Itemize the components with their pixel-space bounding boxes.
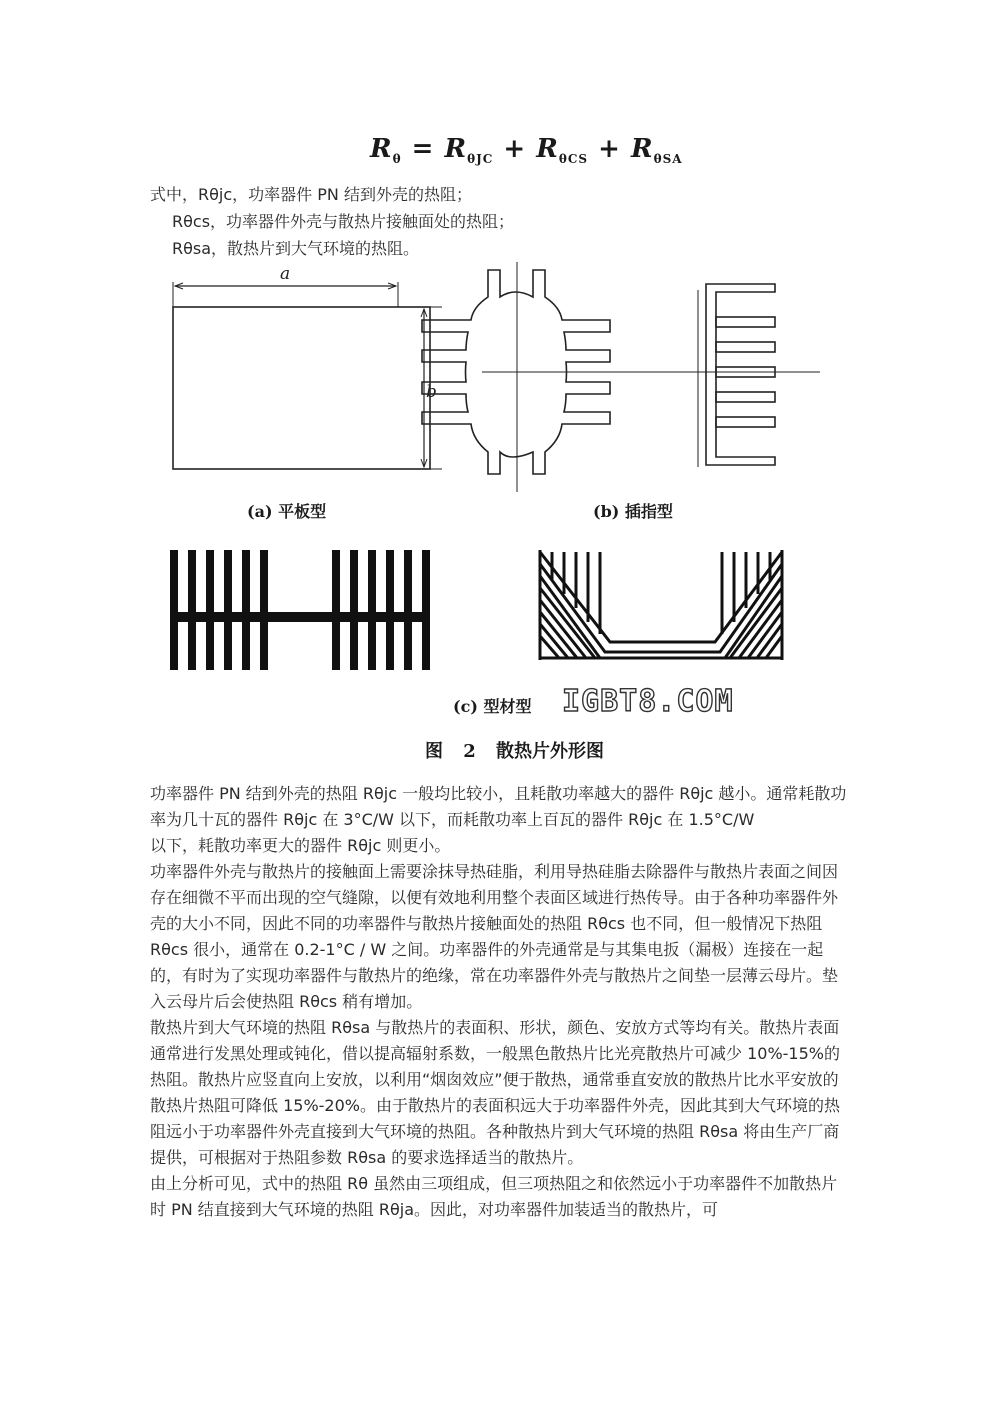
caption-finger-type: (b) 插指型 [593, 502, 673, 521]
caption-extrusion-type: (c) 型材型 [453, 697, 532, 716]
watermark: IGBT8.COM [562, 684, 734, 719]
formula-term-2-sub: θCS [558, 152, 589, 166]
definition-rsa: Rθsa，散热片到大气环境的热阻。 [172, 239, 420, 258]
formula-plus-1: + [493, 134, 537, 164]
formula-term-3: R [630, 134, 654, 164]
flat-plate-drawing [173, 282, 442, 469]
formula-lhs: R [370, 134, 393, 164]
formula-equals: = [401, 134, 445, 164]
finger-heatsink-drawing [422, 262, 820, 492]
extrusion-comb-drawing [170, 550, 430, 670]
dimension-label-a: a [280, 264, 291, 284]
formula-term-2: R [536, 134, 559, 164]
heatsink-figure [150, 262, 850, 712]
body-text [150, 781, 850, 1223]
paragraph: 以下，耗散功率更大的器件 Rθjc 则更小。 [150, 836, 451, 855]
figure-title: 图 2 散热片外形图 [425, 741, 605, 762]
definition-rcs: Rθcs，功率器件外壳与散热片接触面处的热阻； [172, 212, 515, 231]
paragraph: 散热片到大气环境的热阻 Rθsa 与散热片的表面积、形状，颜色、安放方式等均有关。散热片表面通常进行发黑处理或钝化，借以提高辐射系数，一般黑色散热片比光亮散热片可减少 10%-15%的热阻。散热片应竖直向上安放，以利用“烟囱效应”便于散热，通常垂直安放的散热片比水平安放的散热片热阻可降低 15%-20%。由于散热片的表面积远大于功率器件外壳，因此其到大气环境的热阻远小于功率器件外壳直接到大气环境的热阻。各种散热片到大气环境的热阻 Rθsa 将由生产厂商提供，可根据对于热阻参数 Rθsa 的要求选择适当的散热片。 [150, 1018, 840, 1167]
extrusion-v-drawing [540, 550, 782, 660]
caption-flat-plate: (a) 平板型 [247, 502, 327, 521]
dimension-label-b: b [426, 382, 437, 402]
paragraph: 功率器件外壳与散热片的接触面上需要涂抹导热硅脂，利用导热硅脂去除器件与散热片表面之间因存在细微不平而出现的空气缝隙，以便有效地利用整个表面区域进行热传导。由于各种功率器件外壳的大小不同，因此不同的功率器件与散热片接触面处的热阻 Rθcs 也不同，但一般情况下热阻 Rθcs 很小，通常在 0.2-1°C / W 之间。功率器件的外壳通常是与其集电扳（漏极）连接在一起的，有时为了实现功率器件与散热片的绝缘，常在功率器件外壳与散热片之间垫一层薄云母片。垫入云母片后会使热阻 Rθcs 稍有增加。 [150, 862, 839, 1011]
definitions [150, 181, 514, 262]
heat-resistance-formula [370, 134, 683, 166]
formula-plus-2: + [588, 134, 631, 164]
formula-lhs-sub: θ [392, 152, 402, 166]
formula-term-3-sub: θSA [653, 152, 683, 166]
paragraph: 由上分析可见，式中的热阻 Rθ 虽然由三项组成，但三项热阻之和依然远小于功率器件不加散热片时 PN 结直接到大气环境的热阻 Rθja。因此，对功率器件加装适当的散热片，可 [150, 1174, 838, 1219]
definition-rjc: 式中，Rθjc，功率器件 PN 结到外壳的热阻； [150, 185, 472, 204]
formula-term-1-sub: θJC [467, 152, 494, 166]
paragraph: 功率器件 PN 结到外壳的热阻 Rθjc 一般均比较小，且耗散功率越大的器件 Rθjc 越小。通常耗散功率为几十瓦的器件 Rθjc 在 3°C/W 以下，而耗散功率上百瓦的器件 Rθjc 在 1.5°C/W [150, 784, 847, 829]
formula-term-1: R [444, 134, 468, 164]
